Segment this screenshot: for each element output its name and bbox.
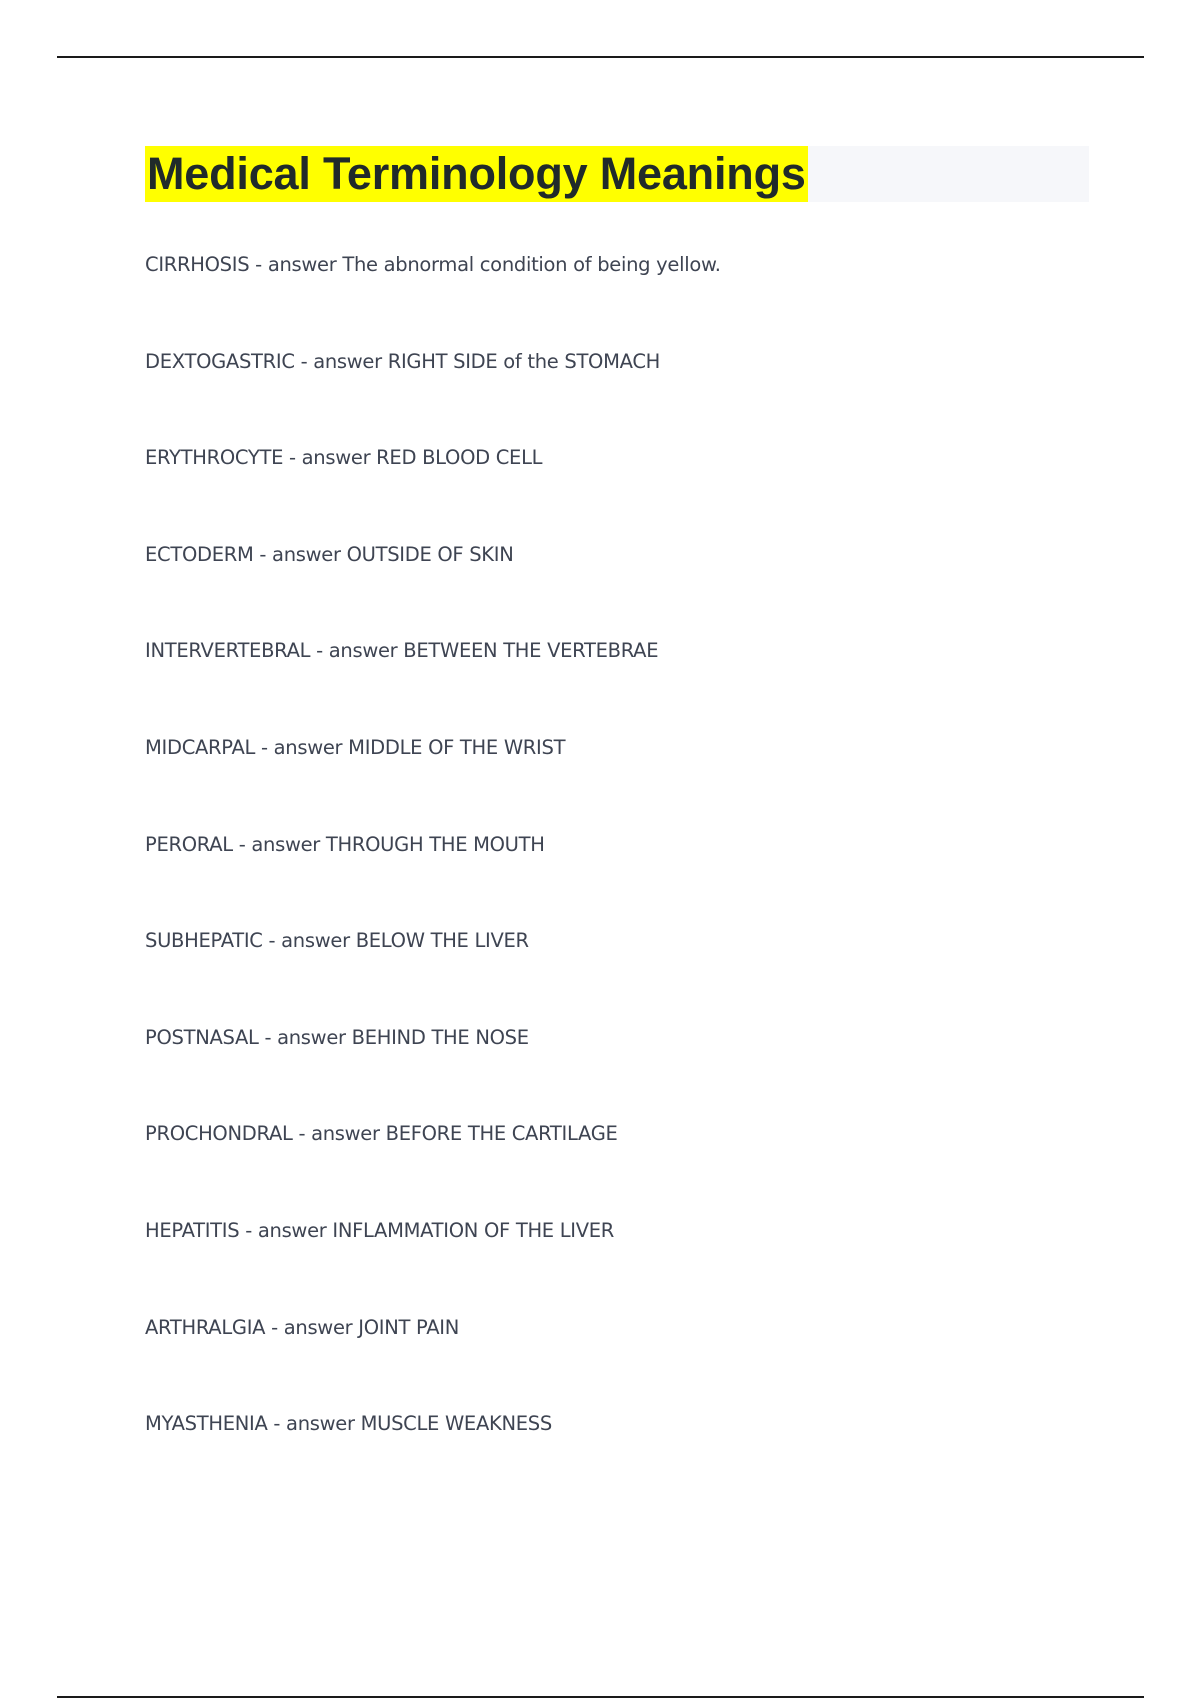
term-entry: PERORAL - answer THROUGH THE MOUTH (145, 832, 545, 856)
term-entry: MYASTHENIA - answer MUSCLE WEAKNESS (145, 1412, 552, 1436)
bottom-rule (57, 1696, 1144, 1698)
term-entry: POSTNASAL - answer BEHIND THE NOSE (145, 1025, 529, 1049)
page-title: Medical Terminology Meanings (145, 146, 808, 202)
term-list (145, 248, 721, 1504)
term-entry: ARTHRALGIA - answer JOINT PAIN (145, 1315, 460, 1339)
top-rule (57, 56, 1144, 58)
term-entry: PROCHONDRAL - answer BEFORE THE CARTILAGE (145, 1122, 618, 1146)
term-entry: CIRRHOSIS - answer The abnormal condition of being yellow. (145, 253, 721, 276)
term-entry: SUBHEPATIC - answer BELOW THE LIVER (145, 929, 529, 953)
term-entry: ECTODERM - answer OUTSIDE OF SKIN (145, 542, 514, 566)
term-entry: HEPATITIS - answer INFLAMMATION OF THE LIVER (145, 1218, 615, 1242)
term-entry: ERYTHROCYTE - answer RED BLOOD CELL (145, 446, 543, 470)
term-entry: INTERVERTEBRAL - answer BETWEEN THE VERTEBRAE (145, 639, 659, 663)
term-entry: MIDCARPAL - answer MIDDLE OF THE WRIST (145, 735, 566, 759)
term-entry: DEXTOGASTRIC - answer RIGHT SIDE of the STOMACH (145, 349, 661, 373)
